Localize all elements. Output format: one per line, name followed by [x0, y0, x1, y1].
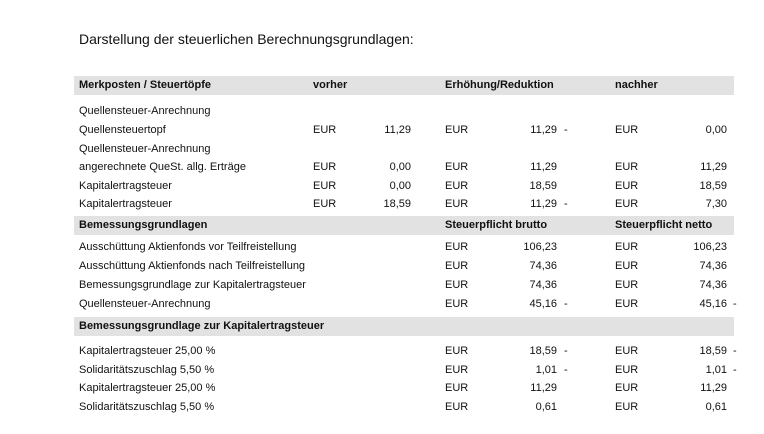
value-brutto: 1,01 — [535, 364, 557, 376]
value-brutto: 74,36 — [529, 260, 557, 272]
sign-brutto: - — [564, 364, 568, 376]
value-before: 11,29 — [384, 124, 411, 136]
row-label: Quellensteuertopf — [79, 124, 166, 136]
value-netto: 45,16 — [699, 298, 727, 310]
row-label: Bemessungsgrundlage zur Kapitalertragsteuer — [79, 279, 306, 291]
currency-after: EUR — [615, 180, 639, 192]
value-change: 11,29 — [530, 161, 557, 173]
currency-before: EUR — [313, 124, 337, 136]
sign-brutto: - — [564, 345, 568, 357]
table-row — [74, 379, 734, 397]
row-label: Solidaritätszuschlag 5,50 % — [79, 364, 215, 376]
row-label: Ausschüttung Aktienfonds nach Teilfreistellung — [79, 260, 306, 272]
value-netto: 11,29 — [700, 382, 727, 394]
row-label: Solidaritätszuschlag 5,50 % — [79, 401, 215, 413]
currency-before: EUR — [313, 198, 337, 210]
table-row — [74, 295, 737, 313]
currency-netto: EUR — [615, 241, 639, 253]
table-row — [74, 195, 734, 213]
value-before: 0,00 — [389, 161, 411, 173]
header-brutto: Steuerpflicht brutto — [445, 219, 548, 231]
value-netto: 74,36 — [699, 279, 727, 291]
value-after: 18,59 — [699, 180, 727, 192]
currency-netto: EUR — [615, 401, 639, 413]
value-brutto: 74,36 — [529, 279, 557, 291]
currency-before: EUR — [313, 180, 337, 192]
sign-netto: - — [733, 345, 737, 357]
value-after: 11,29 — [700, 161, 727, 173]
currency-brutto: EUR — [445, 279, 469, 291]
value-brutto: 18,59 — [529, 345, 557, 357]
header-label: Bemessungsgrundlagen — [79, 219, 208, 231]
currency-brutto: EUR — [445, 260, 469, 272]
header-netto: Steuerpflicht netto — [615, 219, 713, 231]
value-change: 11,29 — [530, 198, 557, 210]
row-label: angerechnete QueSt. allg. Erträge — [79, 161, 246, 173]
header-merkposten — [74, 76, 734, 95]
value-brutto: 0,61 — [535, 401, 557, 413]
value-netto: 1,01 — [705, 364, 727, 376]
currency-netto: EUR — [615, 382, 639, 394]
value-before: 18,59 — [383, 198, 411, 210]
currency-change: EUR — [445, 198, 469, 210]
currency-before: EUR — [313, 161, 337, 173]
header-bemessungsgrundlagen — [74, 216, 734, 235]
table-row — [74, 342, 737, 360]
currency-change: EUR — [445, 180, 469, 192]
value-netto: 18,59 — [699, 345, 727, 357]
currency-netto: EUR — [615, 298, 639, 310]
header-change: Erhöhung/Reduktion — [445, 79, 554, 91]
row-label: Kapitalertragsteuer 25,00 % — [79, 382, 216, 394]
table-row — [74, 257, 734, 275]
currency-netto: EUR — [615, 364, 639, 376]
row-label: Quellensteuer-Anrechnung — [79, 105, 211, 117]
row-label: Quellensteuer-Anrechnung — [79, 298, 211, 310]
currency-after: EUR — [615, 161, 639, 173]
table-row — [74, 398, 734, 416]
table-row — [74, 102, 734, 120]
value-brutto: 106,23 — [523, 241, 557, 253]
currency-netto: EUR — [615, 260, 639, 272]
currency-brutto: EUR — [445, 298, 469, 310]
currency-brutto: EUR — [445, 364, 469, 376]
header-label: Merkposten / Steuertöpfe — [79, 79, 212, 91]
currency-brutto: EUR — [445, 401, 469, 413]
currency-netto: EUR — [615, 345, 639, 357]
sign-change: - — [564, 124, 568, 136]
table-row — [74, 121, 734, 139]
row-label: Quellensteuer-Anrechnung — [79, 143, 211, 155]
table-row — [74, 177, 734, 195]
row-label: Ausschüttung Aktienfonds vor Teilfreistellung — [79, 241, 297, 253]
currency-brutto: EUR — [445, 382, 469, 394]
header-kapitalertragsteuer — [74, 317, 734, 336]
currency-brutto: EUR — [445, 345, 469, 357]
value-brutto: 11,29 — [530, 382, 557, 394]
value-change: 18,59 — [529, 180, 557, 192]
row-label: Kapitalertragsteuer 25,00 % — [79, 345, 216, 357]
table-row — [74, 158, 734, 176]
page-title: Darstellung der steuerlichen Berechnungsgrundlagen: — [79, 31, 414, 47]
sign-brutto: - — [564, 298, 568, 310]
header-before: vorher — [313, 79, 348, 91]
value-netto: 106,23 — [693, 241, 727, 253]
value-after: 0,00 — [705, 124, 727, 136]
value-brutto: 45,16 — [529, 298, 557, 310]
currency-after: EUR — [615, 198, 639, 210]
table-row — [74, 140, 734, 158]
header-after: nachher — [615, 79, 658, 91]
row-label: Kapitalertragsteuer — [79, 198, 172, 210]
currency-change: EUR — [445, 161, 469, 173]
currency-after: EUR — [615, 124, 639, 136]
sign-netto: - — [733, 364, 737, 376]
value-before: 0,00 — [389, 180, 411, 192]
sign-change: - — [564, 198, 568, 210]
table-row — [74, 361, 737, 379]
currency-netto: EUR — [615, 279, 639, 291]
currency-change: EUR — [445, 124, 469, 136]
value-after: 7,30 — [705, 198, 727, 210]
row-label: Kapitalertragsteuer — [79, 180, 172, 192]
currency-brutto: EUR — [445, 241, 469, 253]
table-row — [74, 238, 734, 256]
table-row — [74, 276, 734, 294]
header-label: Bemessungsgrundlage zur Kapitalertragsteuer — [79, 320, 325, 332]
value-change: 11,29 — [530, 124, 557, 136]
value-netto: 74,36 — [699, 260, 727, 272]
value-netto: 0,61 — [705, 401, 727, 413]
sign-netto: - — [733, 298, 737, 310]
